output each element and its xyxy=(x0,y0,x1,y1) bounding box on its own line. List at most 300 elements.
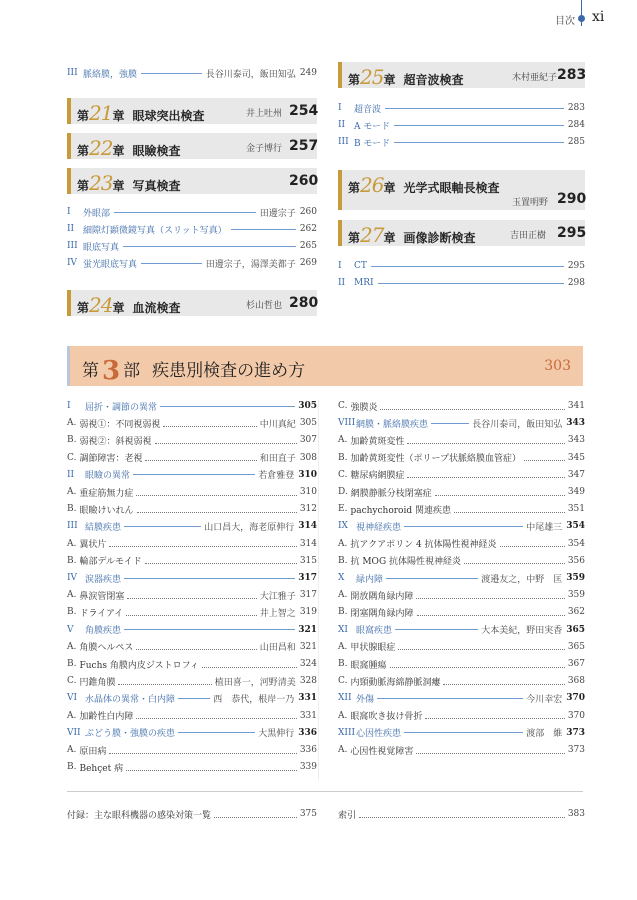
item-num: I xyxy=(338,103,342,113)
part-label xyxy=(82,353,306,386)
entry-page: 368 xyxy=(567,676,585,687)
toc-section-entry[interactable] xyxy=(338,725,585,741)
entry-page: 317 xyxy=(298,573,317,583)
dot-leader xyxy=(380,409,564,410)
item-num: III xyxy=(338,137,349,147)
item-page: 295 xyxy=(567,261,585,271)
chapter-author: 金子博行 xyxy=(246,144,283,154)
entry-title: 糖尿病網膜症 xyxy=(350,471,405,482)
item-page: 260 xyxy=(299,207,317,217)
entry-title: 加齢性白内障 xyxy=(79,712,134,723)
chapter-number: 27 xyxy=(360,223,384,247)
entry-page: 336 xyxy=(298,727,317,738)
entry-num: B. xyxy=(67,607,77,618)
chapter-page: 280 xyxy=(289,295,319,311)
item-num: I xyxy=(338,261,342,271)
entry-num: A. xyxy=(67,538,77,549)
toc-subsection-entry[interactable] xyxy=(67,484,317,500)
dot-leader xyxy=(435,495,565,496)
entry-page: 308 xyxy=(299,452,317,463)
toc-subsection-entry[interactable] xyxy=(338,742,585,758)
entry-num: B. xyxy=(338,607,348,618)
toc-subsection-entry[interactable] xyxy=(67,501,317,517)
item-title: B モード xyxy=(354,138,391,149)
entry-title: 原田病 xyxy=(79,746,107,757)
item-title: A モード xyxy=(354,121,391,132)
entry-title: 付録：主な眼科機器の感染対策一覧 xyxy=(67,810,212,821)
toc-subsection-entry[interactable] xyxy=(338,639,585,655)
toc-subsection-entry[interactable] xyxy=(338,432,585,448)
dot-leader xyxy=(155,443,297,444)
entry-title: 眼窩吹き抜け骨折 xyxy=(350,712,423,723)
item-title: 眼底写真 xyxy=(83,242,120,253)
entry-authors: 井上智之 xyxy=(259,608,296,619)
toc-item[interactable] xyxy=(338,276,585,290)
toc-subsection-entry[interactable] xyxy=(67,415,317,431)
toc-section-entry[interactable] xyxy=(338,415,585,431)
entry-num: A. xyxy=(338,590,348,601)
chapter-title: 超音波検査 xyxy=(403,73,464,87)
entry-page: 347 xyxy=(567,469,585,480)
toc-subsection-entry[interactable] xyxy=(338,708,585,724)
toc-section-entry[interactable] xyxy=(338,690,585,706)
entry-num: C. xyxy=(338,676,348,687)
entry-page: 343 xyxy=(566,418,585,429)
toc-section-entry[interactable] xyxy=(338,518,585,534)
dot-leader xyxy=(126,615,257,616)
entry-authors: 渡部 維 xyxy=(526,729,563,740)
item-num: II xyxy=(67,224,75,234)
toc-section-entry[interactable] xyxy=(67,570,317,586)
entry-page: 305 xyxy=(299,418,317,429)
column-divider xyxy=(318,400,319,780)
entry-title: 外傷 xyxy=(356,694,375,705)
dot-leader xyxy=(136,649,256,650)
leader-line xyxy=(160,406,295,407)
entry-title: 緑内障 xyxy=(356,574,384,585)
dot-leader xyxy=(214,817,297,818)
entry-title: 開放隅角緑内障 xyxy=(350,591,414,602)
chapter-label: 第22章 眼瞼検査 xyxy=(77,136,181,160)
dot-leader xyxy=(443,684,564,685)
leader-line xyxy=(141,263,202,264)
part-3-banner[interactable] xyxy=(67,346,583,386)
entry-page: 354 xyxy=(567,538,585,549)
chapter-label: 第26章 光学式眼軸長検査 xyxy=(348,173,500,197)
entry-authors: 和田直子 xyxy=(259,454,296,465)
entry-num: A. xyxy=(338,745,348,755)
entry-authors: 今川幸宏 xyxy=(526,694,563,705)
item-num: IV xyxy=(67,258,78,268)
toc-subsection-entry[interactable] xyxy=(67,553,317,569)
dot-leader xyxy=(136,495,296,496)
entry-num: II xyxy=(67,469,75,480)
chapter-page: 257 xyxy=(289,138,319,154)
item-page: 262 xyxy=(299,224,317,234)
leader-line xyxy=(124,629,295,630)
dot-leader xyxy=(500,546,565,547)
entry-page: 383 xyxy=(567,809,585,819)
entry-num: A. xyxy=(67,745,77,755)
entry-title: 甲状腺眼症 xyxy=(350,643,396,654)
entry-num: B. xyxy=(67,555,77,566)
chapter-author: 木村亜紀子 xyxy=(512,73,558,83)
entry-authors: 大本美紀，野田実香 xyxy=(481,626,563,637)
dot-leader xyxy=(136,718,296,719)
item-authors: 長谷川泰司，飯田知弘 xyxy=(205,69,296,80)
entry-page: 359 xyxy=(566,573,585,583)
toc-subsection-entry[interactable] xyxy=(338,587,585,603)
entry-authors: 山田昌和 xyxy=(259,643,296,654)
chapter-24-header[interactable] xyxy=(67,290,317,316)
entry-title: ぶどう膜・強膜の疾患 xyxy=(85,729,176,740)
chapter-title: 血流検査 xyxy=(132,301,181,315)
entry-num: A. xyxy=(338,435,348,446)
entry-title: 鼻涙管閉塞 xyxy=(79,591,125,602)
dot-leader xyxy=(137,512,297,513)
toc-subsection-entry[interactable] xyxy=(67,450,317,466)
toc-subsection-entry[interactable] xyxy=(338,467,585,483)
chapter-number: 22 xyxy=(89,136,113,160)
part-page: 303 xyxy=(544,358,571,374)
entry-page: 362 xyxy=(567,607,585,618)
header-page-number: xi xyxy=(592,9,605,25)
entry-authors: 渡邉友之，中野 匡 xyxy=(481,574,563,585)
entry-num: B. xyxy=(67,762,77,773)
toc-item[interactable] xyxy=(67,239,317,253)
toc-section-entry[interactable] xyxy=(67,467,317,483)
chapter-author: 井上吐州 xyxy=(246,109,283,119)
leader-line xyxy=(231,229,296,230)
chapter-author: 吉田正樹 xyxy=(510,231,547,241)
toc-item[interactable] xyxy=(338,118,585,132)
chapter-number: 23 xyxy=(89,171,113,195)
toc-subsection-entry[interactable] xyxy=(67,759,317,775)
entry-page: 321 xyxy=(299,641,317,652)
entry-num: IX xyxy=(338,521,348,532)
entry-title: 眼窩腫瘍 xyxy=(350,660,387,671)
chapter-page: 283 xyxy=(557,67,587,83)
entry-title: 索引 xyxy=(338,810,357,821)
item-page: 298 xyxy=(567,278,585,288)
entry-title: pachychoroid 関連疾患 xyxy=(350,505,451,516)
entry-authors: 山口昌大，海老原伸行 xyxy=(204,522,295,533)
toc-subsection-entry[interactable] xyxy=(338,398,585,414)
dot-leader xyxy=(118,684,211,685)
toc-subsection-entry[interactable] xyxy=(338,673,585,689)
toc-subsection-entry[interactable] xyxy=(338,501,585,517)
entry-page: 356 xyxy=(567,555,585,566)
entry-num: B. xyxy=(67,435,77,446)
leader-line xyxy=(124,578,295,579)
item-num: II xyxy=(338,278,346,288)
dot-leader xyxy=(416,598,564,599)
toc-subsection-entry[interactable] xyxy=(67,604,317,620)
entry-page: 324 xyxy=(299,659,317,669)
leader-line xyxy=(395,629,478,630)
toc-subsection-entry[interactable] xyxy=(338,450,585,466)
entry-num: B. xyxy=(338,659,348,669)
entry-page: 354 xyxy=(566,521,585,532)
dot-leader xyxy=(425,718,564,719)
entry-num: A. xyxy=(67,641,77,652)
entry-title: 強膜炎 xyxy=(350,402,378,413)
leader-line xyxy=(371,266,564,267)
entry-num: A. xyxy=(338,641,348,652)
entry-num: A. xyxy=(67,487,77,497)
entry-title: 眼瞼の異常 xyxy=(85,471,131,482)
dot-leader xyxy=(454,512,565,513)
entry-title: 網膜静脈分枝閉塞症 xyxy=(350,488,432,499)
dot-leader xyxy=(390,667,565,668)
leader-line xyxy=(431,423,469,424)
dot-leader xyxy=(145,563,297,564)
header-label: 目次 xyxy=(555,16,575,27)
entry-page: 319 xyxy=(299,607,317,618)
toc-item[interactable] xyxy=(67,256,317,270)
entry-authors: 中川真紀 xyxy=(259,419,296,430)
chapter-page: 290 xyxy=(557,191,587,207)
chapter-25-header[interactable] xyxy=(338,62,585,88)
leader-line xyxy=(404,732,523,733)
chapter-number: 26 xyxy=(360,173,384,197)
chapter-label: 第24章 血流検査 xyxy=(77,293,181,317)
index-entry[interactable] xyxy=(338,806,585,822)
header-dot xyxy=(578,15,585,22)
entry-num: A. xyxy=(67,710,77,721)
toc-item[interactable] xyxy=(67,205,317,219)
leader-line xyxy=(178,732,255,733)
appendix-entry[interactable] xyxy=(67,806,317,822)
item-authors: 田邊宗子，湯澤美都子 xyxy=(205,259,296,270)
entry-page: 307 xyxy=(299,435,317,446)
toc-section-entry[interactable] xyxy=(338,622,585,638)
toc-subsection-entry[interactable] xyxy=(67,536,317,552)
chapter-page: 254 xyxy=(289,103,319,119)
chapter-number: 21 xyxy=(89,101,113,125)
toc-item[interactable] xyxy=(338,101,585,115)
chapter-title: 眼球突出検査 xyxy=(132,109,205,123)
header-rule xyxy=(581,0,582,26)
toc-section-entry[interactable] xyxy=(338,570,585,586)
item-page: 283 xyxy=(567,103,585,113)
dot-leader xyxy=(417,615,565,616)
dot-leader xyxy=(464,563,565,564)
chapter-label: 第25章 超音波検査 xyxy=(348,65,464,89)
entry-title: 円錐角膜 xyxy=(79,677,116,688)
toc-subsection-entry[interactable] xyxy=(67,673,317,689)
entry-page: 365 xyxy=(566,624,585,635)
item-page: 285 xyxy=(567,137,585,147)
entry-num: IV xyxy=(67,573,78,583)
entry-num: VI xyxy=(67,693,78,704)
chapter-label: 第21章 眼球突出検査 xyxy=(77,101,205,125)
entry-page: 343 xyxy=(567,435,585,446)
entry-num: B. xyxy=(338,452,348,463)
chapter-page: 260 xyxy=(289,173,319,189)
entry-num: B. xyxy=(67,659,77,669)
entry-page: 305 xyxy=(298,401,317,411)
entry-num: C. xyxy=(67,452,77,463)
chapter-23-header[interactable] xyxy=(67,168,317,194)
entry-page: 351 xyxy=(567,504,585,515)
chapter-author: 玉置明野 xyxy=(512,198,549,208)
entry-authors: 西 恭代，根岸一乃 xyxy=(213,694,295,705)
toc-section-entry[interactable] xyxy=(67,518,317,534)
dot-leader xyxy=(145,460,256,461)
chapter-author: 杉山哲也 xyxy=(246,301,283,311)
toc-subsection-entry[interactable] xyxy=(67,708,317,724)
toc-subsection-entry[interactable] xyxy=(67,742,317,758)
entry-page: 312 xyxy=(299,504,317,515)
entry-title: 調節障害：老視 xyxy=(79,454,143,465)
item-num: I xyxy=(67,207,71,217)
toc-section-entry[interactable] xyxy=(67,398,317,414)
entry-title: 弱視②：斜視弱視 xyxy=(79,436,152,447)
item-title: 外眼部 xyxy=(83,208,111,219)
toc-subsection-entry[interactable] xyxy=(67,432,317,448)
leader-line xyxy=(378,283,564,284)
item-title: MRI xyxy=(354,278,374,288)
entry-page: 310 xyxy=(299,487,317,497)
entry-title: 閉塞隅角緑内障 xyxy=(350,608,414,619)
entry-page: 370 xyxy=(566,693,585,704)
entry-title: ドライアイ xyxy=(79,608,124,619)
toc-section-entry[interactable] xyxy=(67,725,317,741)
entry-num: VII xyxy=(67,727,81,738)
footer-rule xyxy=(67,791,583,792)
entry-num: A. xyxy=(67,418,77,429)
entry-num: C. xyxy=(67,676,77,687)
toc-subsection-entry[interactable] xyxy=(67,587,317,603)
entry-title: 重症筋無力症 xyxy=(79,488,134,499)
entry-num: B. xyxy=(67,504,77,515)
toc-subsection-entry[interactable] xyxy=(338,604,585,620)
entry-title: 輪部デルモイド xyxy=(79,557,142,568)
entry-num: X xyxy=(338,573,345,583)
dot-leader xyxy=(398,649,564,650)
entry-num: I xyxy=(67,401,71,411)
part-prefix: 第 xyxy=(82,361,99,381)
entry-title: 抗アクアポリン 4 抗体陽性視神経炎 xyxy=(350,540,497,551)
entry-num: E. xyxy=(338,504,348,515)
chapter-number: 25 xyxy=(360,65,384,89)
entry-num: A. xyxy=(338,710,348,721)
item-title: 超音波 xyxy=(354,104,382,115)
entry-page: 367 xyxy=(567,659,585,669)
entry-num: XII xyxy=(338,693,352,704)
entry-authors: 若倉雅登 xyxy=(258,471,295,482)
entry-title: 視神経疾患 xyxy=(356,522,402,533)
entry-page: 314 xyxy=(299,538,317,549)
dot-leader xyxy=(524,460,565,461)
entry-num: C. xyxy=(338,401,348,411)
toc-subsection-entry[interactable] xyxy=(338,536,585,552)
dot-leader xyxy=(407,443,564,444)
toc-subsection-entry[interactable] xyxy=(67,639,317,655)
entry-title: 加齢黄斑変性 xyxy=(350,436,405,447)
toc-section-entry[interactable] xyxy=(67,690,317,706)
leader-line xyxy=(123,246,296,247)
entry-page: 339 xyxy=(299,762,317,773)
item-title: 細隙灯顕微鏡写真（スリット写真） xyxy=(83,225,227,236)
leader-line xyxy=(133,474,255,475)
entry-title: 翼状片 xyxy=(79,540,107,551)
chapter-26-header[interactable] xyxy=(338,170,585,210)
entry-page: 341 xyxy=(567,401,585,411)
entry-page: 349 xyxy=(567,487,585,497)
entry-title: 心因性視覚障害 xyxy=(350,746,414,757)
chapter-label: 第23章 写真検査 xyxy=(77,171,181,195)
toc-section-entry[interactable] xyxy=(67,622,317,638)
entry-title: Fuchs 角膜内皮ジストロフィ xyxy=(79,660,199,671)
leader-line xyxy=(124,526,201,527)
item-title: 蛍光眼底写真 xyxy=(83,259,138,270)
entry-page: 314 xyxy=(298,521,317,532)
item-num: III xyxy=(67,68,78,78)
entry-page: 331 xyxy=(299,710,317,721)
chapter-number: 24 xyxy=(89,293,113,317)
dot-leader xyxy=(202,667,297,668)
entry-title: 角膜疾患 xyxy=(85,626,122,637)
item-authors: 田邊宗子 xyxy=(259,208,296,219)
leader-line xyxy=(385,108,564,109)
chapter-label: 第27章 画像診断検査 xyxy=(348,223,476,247)
leader-line xyxy=(178,698,210,699)
entry-authors: 大江雅子 xyxy=(259,591,296,602)
entry-title: 眼瞼けいれん xyxy=(79,505,134,516)
entry-num: A. xyxy=(338,538,348,549)
toc-subsection-entry[interactable] xyxy=(338,656,585,672)
item-num: III xyxy=(67,241,78,251)
chapter-title: 写真検査 xyxy=(132,179,181,193)
entry-page: 336 xyxy=(299,745,317,755)
dot-leader xyxy=(127,598,256,599)
toc-item[interactable] xyxy=(338,135,585,149)
dot-leader xyxy=(109,546,296,547)
toc-item[interactable] xyxy=(338,259,585,273)
entry-title: 結膜疾患 xyxy=(85,522,122,533)
entry-authors: 植田喜一，河野清美 xyxy=(214,677,296,688)
entry-page: 359 xyxy=(567,590,585,601)
toc-subsection-entry[interactable] xyxy=(338,484,585,500)
entry-page: 315 xyxy=(299,555,317,566)
leader-line xyxy=(377,698,523,699)
entry-title: Behçet 病 xyxy=(79,763,124,774)
entry-title: 水晶体の異常・白内障 xyxy=(85,694,176,705)
leader-line xyxy=(114,212,256,213)
entry-page: 331 xyxy=(298,693,317,704)
dot-leader xyxy=(163,426,256,427)
chapter-27-header[interactable] xyxy=(338,220,585,246)
toc-subsection-entry[interactable] xyxy=(338,553,585,569)
toc-item-choroid[interactable] xyxy=(67,66,317,80)
entry-page: 375 xyxy=(299,809,317,819)
leader-line xyxy=(386,578,478,579)
toc-subsection-entry[interactable] xyxy=(67,656,317,672)
item-page: 284 xyxy=(567,120,585,130)
item-page: 249 xyxy=(299,68,317,78)
part-number: 3 xyxy=(102,356,121,386)
chapter-21-header[interactable] xyxy=(67,98,317,124)
chapter-22-header[interactable] xyxy=(67,133,317,159)
leader-line xyxy=(141,73,202,74)
toc-item[interactable] xyxy=(67,222,317,236)
entry-page: 345 xyxy=(567,452,585,463)
chapter-title: 眼瞼検査 xyxy=(132,144,181,158)
entry-num: V xyxy=(67,624,74,635)
entry-title: 抗 MOG 抗体陽性視神経炎 xyxy=(350,557,461,568)
